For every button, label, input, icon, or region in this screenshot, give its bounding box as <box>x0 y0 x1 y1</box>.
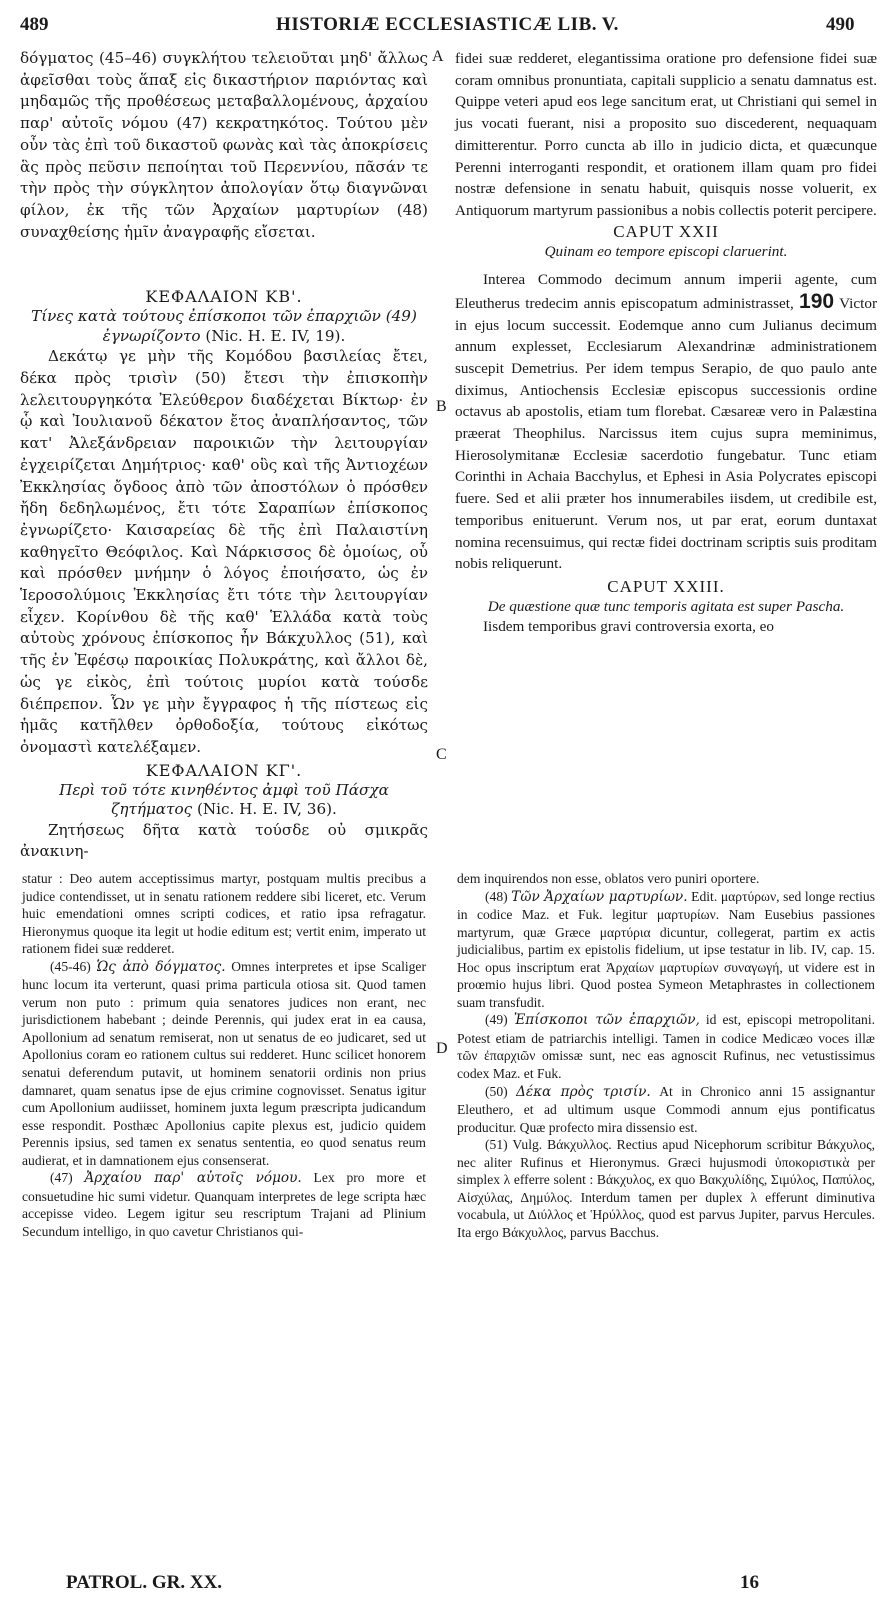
note-51 <box>457 1136 875 1241</box>
note-48-greek: Τῶν Ἀρχαίων μαρτυρίων. <box>511 888 688 905</box>
latin-chapter-22-body-a: Interea Commodo decimum annum imperii agente, cum Eleutherus tredecim annis episcopatum administrasset, <box>455 271 877 312</box>
right-page-number: 490 <box>826 14 855 35</box>
note-49-label: (49) <box>485 1012 508 1028</box>
margin-letter-d: D <box>436 1040 448 1057</box>
note-50 <box>457 1083 875 1137</box>
running-title: HISTORIÆ ECCLESIASTICÆ LIB. V. <box>276 14 619 35</box>
note-48-text: Edit. μαρτύρων, sed longe rectius in codice Maz. et Fuk. legitur μαρτυρίων. Nam Eusebius passiones martyrum, quæ Græce μαρτύρια dicuntur, collegerat, partim ex actis judicialibus, partim ex epistolis fidelium, ut ipse testatur in lib. IV, cap. 15. Hoc opus inscriptum erat Ἀρχαίων μαρτυρίων συναγωγή, ut videre est in proœmio hujus libri. Quod postea Symeon Metaphrastes in collectionem suam transfudit. <box>457 888 875 1010</box>
note-continuation: statur : Deo autem acceptissimus martyr, postquam multis precibus a judice contendisset, ut in senatu rationem reddere sibi liceret, etc. Verum huic emendationi omnes scripti codices, et ratio ipsa refragatur. Hieronymus quoque ita legit ut hodie editum est; vertit enim, imperato ut rationem fidei suæ redderet. <box>22 871 426 957</box>
note-45-46-greek: Ὡς ἀπὸ δόγματος. <box>96 958 226 975</box>
latin-column <box>455 48 877 638</box>
note-48-label: (48) <box>485 888 508 904</box>
footer-series: PATROL. GR. XX. <box>66 1572 223 1593</box>
greek-column <box>20 48 428 863</box>
note-45-46-text: Omnes interpretes et ipse Scaliger hunc locum ita verterunt, quasi prima particula otiosa sit. Quod tamen verum non puto : primum quia senatores judices non erant, nec jurisdictionem habebant ; deinde Perennis, qui judex erat in ea causa, Apollonium ad senatum remiserat, non ut senatus de eo judicaret, sed ut Apollonius coram eo rationem cultus sui redderet. Hunc scilicet honorem senatui deferendum putavit, ut hominem senatorii ordinis non prius damnaret, quam senatus ipse de ejus crimine cognovisset. Senatus igitur cum Apollonium audiisset, hominem juxta legum præscripta judicandum esse respondit. Posthæc Apollonius capite plexus est, judicio quidem Perennis ipsius, sed tamen ex senatus sententia, eo quod senatus reum audierat, et in damnationem ejus consenserat. <box>22 958 426 1168</box>
greek-chapter-22-title: ΚΕΦΑΛΑΙΟΝ ΚΒ'. <box>145 287 303 307</box>
note-47-greek: Ἀρχαίου παρ' αὐτοῖς νόμου. <box>84 1170 302 1187</box>
note-47 <box>22 1169 426 1240</box>
greek-chapter-22-reference: (Nic. H. E. IV, 19). <box>205 326 346 345</box>
latin-chapter-23-subtitle: De quæstione quæ tunc temporis agitata est super Pascha. <box>487 597 845 615</box>
greek-chapter-22-body: Δεκάτῳ γε μὴν τῆς Κομόδου βασιλείας ἔτει, δέκα πρὸς τρισὶν (50) ἔτεσι τὴν ἐπισκοπὴν λελειτουργηκότα Ἐλεύθερον διαδέχεται Βίκτωρ· ἐν ᾧ καὶ Ἰουλιανοῦ δέκατον ἔτος ἀναπλήσαντος, τῶν κατ' Ἀλεξάνδρειαν παροικιῶν τὴν λειτουργίαν ἐγχειρίζεται Δημήτριος· καθ' οὓς καὶ τῆς Ἀντιοχέων Ἐκκλησίας ὄγδοος ἀπὸ τῶν ἀποστόλων ὁ πρόσθεν ἤδη δεδηλωμένος, ἔτι τότε Σαραπίων ἐπίσκοπος ἐγνωρίζετο· Καισαρείας δὲ τῆς ἐπὶ Παλαιστίνη καθηγεῖτο Θεόφιλος. Καὶ Νάρκισσος δὲ ὁμοίως, οὗ καὶ πρόσθεν μνήμην ὁ λόγος ἐποιήσατο, ὡς ἐν Ἱεροσολύμοις Ἐκκλησίας ἔτι τότε τὴν λειτουργίαν εἶχεν. Κορίνθου δὲ τῆς καθ' Ἑλλάδα κατὰ τοὺς αὐτοὺς χρόνους ἐπίσκοπος ἦν Βάκχυλλος (51), καὶ τῆς ἐν Ἐφέσῳ παροικίας Πολυκράτης, καὶ ἄλλοι δὲ, ὡς γε εἰκὸς, ἐπὶ τούτοις μυρίοι κατὰ τούσδε διέπρεπον. Ὧν γε μὴν ἔγγραφος ἡ τῆς πίστεως εἰς ἡμᾶς κατῆλθεν ὀρθοδοξία, τούτους εἰκότως ὀνομαστὶ κατελέξαμεν. <box>20 347 428 756</box>
note-continuation-right: dem inquirendos non esse, oblatos vero puniri oportere. <box>457 871 760 886</box>
latin-chapter-22-title: CAPUT XXII <box>613 221 719 241</box>
greek-chapter-23-title: ΚΕΦΑΛΑΙΟΝ ΚΓ'. <box>145 760 303 780</box>
latin-chapter-22-subtitle: Quinam eo tempore episcopi claruerint. <box>544 242 788 260</box>
note-50-text: At in Chronico anni 15 assignantur Eleuthero, et ad ultimum usque Commodi annum ejus pontificatus producitur. Quæ profecto mira dissensio est. <box>457 1083 876 1135</box>
note-51-label: (51) <box>485 1137 508 1153</box>
footer-signature: 16 <box>740 1572 759 1593</box>
latin-chapter-22-body <box>455 269 877 575</box>
margin-letter-a: A <box>432 48 444 65</box>
greek-chapter-23-reference: (Nic. H. E. IV, 36). <box>196 800 337 819</box>
note-47-text: Lex pro more et consuetudine hic sumi videtur. Quanquam interpretes de lege scripta hæc accepisse video. Legem igitur seu rescriptum Trajani ad Plinium Secundum intelligo, in quo cavetur Christianos qui- <box>22 1170 426 1239</box>
note-51-text: Vulg. Βάκχυλλος. Rectius apud Nicephorum scribitur Βάκχυλος, nec aliter Rufinus et Hieronymus. Græci hujusmodi ὑποκοριστικὰ per simplex λ efferre solent : Βάκχυλος, ex quo Βακχυλίδης, Σιμύλος, Παπύλος, Αἰσχύλας, Δημύλος. Interdum tamen per duplex λ efferunt diminutiva vocabula, ut Διύλλος et Ἡρύλλος, quod est parvus Jupiter, parvus Hercules. Ita ergo Βάκχυλλος, parvus Bacchus. <box>457 1137 875 1240</box>
greek-chapter-23-body: Ζητήσεως δῆτα κατὰ τούσδε οὐ σμικρᾶς ἀνακινη- <box>20 820 428 861</box>
greek-chapter-23-subtitle-text: Περὶ τοῦ τότε κινηθέντος ἀμφὶ τοῦ Πάσχα ζητήματος <box>59 780 389 819</box>
note-49 <box>457 1011 875 1082</box>
greek-chapter-22-subtitle <box>20 307 428 346</box>
greek-chapter-23-subtitle <box>20 781 428 820</box>
note-50-greek: Δέκα πρὸς τρισίν. <box>516 1083 651 1100</box>
latin-chapter-22-body-b: Victor in ejus locum successit. Eodemque anno cum Julianus decimum annum explesset, Ecclesiarum Alexandrinæ administrationem suscepit Demetrius. Per idem tempus Serapio, de quo paulo ante diximus, Antiochensis Ecclesiæ episcopus successionis ordine octavus ab apostolis, etiam tum florebat. Cæsareæ vero in Palæstina præerat Theophilus. Narcissus item cujus supra meminimus, Hierosolymitanæ Ecclesiæ sacerdotio fungebatur. Tunc etiam Corinthi in Achaia Bacchylus, et Ephesi in Asia Polycrates episcopi fuere. Sed et alii præter hos innumerabiles iisdem, ut credibile est, temporibus enituerunt. Verum nos, ut par erat, eorum duntaxat nomina recensuimus, qui rectæ fidei doctrinam scriptis suis proditam nobis reliquerunt. <box>455 294 877 573</box>
note-48 <box>457 888 875 1012</box>
notes-left-column <box>22 870 426 1240</box>
image-number: 190 <box>799 289 835 313</box>
note-47-label: (47) <box>50 1170 73 1186</box>
greek-chapter-22-subtitle-text: Τίνες κατὰ τούτους ἐπίσκοποι τῶν ἐπαρχιῶν (49) ἐγνωρίζοντο <box>31 307 417 345</box>
margin-letter-c: C <box>436 746 447 763</box>
latin-intro-paragraph: fidei suæ redderet, elegantissima oratione pro defensione fidei suæ coram omnibus pronuntiata, capitali supplicio a senatu damnatus est. Quippe veteri apud eos lege sancitum erat, ut Christiani qui semel in jus vocati fuerant, nisi a proposito suo discederent, nequaquam dimitterentur. Porro cuncta ab illo in judicio dicta, et quæcunque Perenni interroganti respondit, et orationem illam quam pro fidei nostræ defensione in senatu habuit, quisquis nosse voluerit, ex Antiquorum martyrum passionibus a nobis collectis poterit percipere. <box>455 50 877 219</box>
note-45-46-label: (45-46) <box>50 958 91 974</box>
latin-chapter-23-body: Iisdem temporibus gravi controversia exorta, eo <box>483 618 775 636</box>
greek-intro-paragraph: δόγματος (45–46) συγκλήτου τελειοῦται μηδ' ἄλλως ἀφεῖσθαι τοὺς ἅπαξ εἰς δικαστήριον παριόντας καὶ μηδαμῶς τῆς προθέσεως μεταβαλλομένους, ἀρχαίου παρ' αὐτοῖς νόμου (47) κεκρατηκότος. Τούτου μὲν οὖν τὰς ἐπὶ τοῦ δικαστοῦ φωνὰς καὶ τὰς ἀποκρίσεις ἃς πρὸς πεῦσιν πεποίηται τοῦ Περεννίου, πᾶσάν τε τὴν πρὸς τὴν σύγκλητον ἀπολογίαν ὅτῳ διαγνῶναι φίλον, ἐκ τῆς τῶν Ἀρχαίων μαρτυρίων (48) συναχθείσης ἡμῖν ἀναγραφῆς εἴσεται. <box>20 49 428 241</box>
note-45-46 <box>22 958 426 1170</box>
note-49-text: id est, episcopi metropolitani. Potest etiam de patriarchis intelligi. Tamen in codice Medicæo voces illæ τῶν ἐπαρχιῶν omissæ sunt, nec eas agnoscit Rufinus, nec vetustissimus codex Maz. et Fuk. <box>457 1012 875 1082</box>
left-page-number: 489 <box>20 14 49 35</box>
note-49-greek: Ἐπίσκοποι τῶν ἐπαρχιῶν, <box>513 1012 700 1029</box>
note-50-label: (50) <box>485 1083 508 1099</box>
latin-chapter-23-title: CAPUT XXIII. <box>607 576 725 596</box>
notes-right-column <box>457 870 875 1241</box>
margin-letter-b: B <box>436 398 447 415</box>
